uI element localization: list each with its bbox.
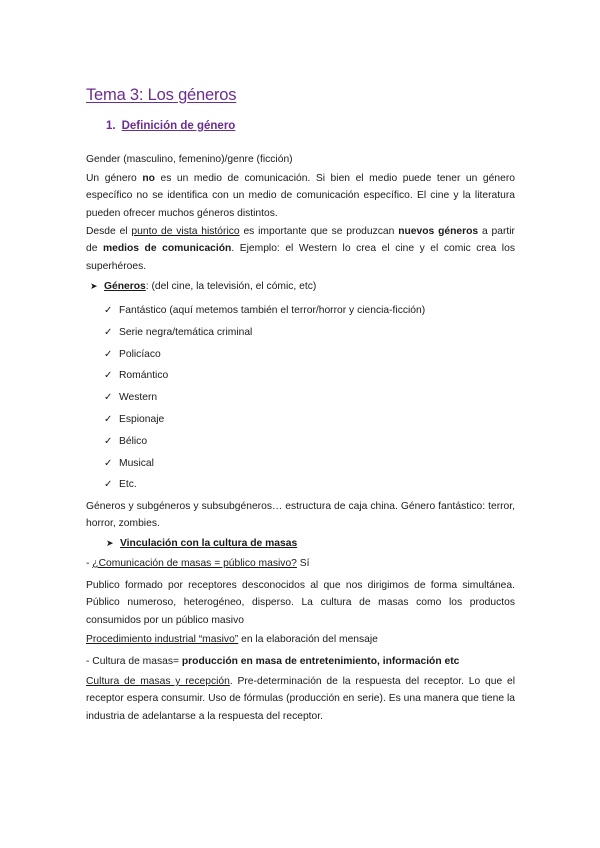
section-label: Definición de género — [121, 120, 236, 132]
paragraph-procedimiento — [86, 631, 526, 648]
paragraph-medio — [86, 170, 515, 222]
vinculacion-heading — [106, 535, 297, 552]
list-item — [104, 411, 425, 433]
check-icon: ✓ — [104, 413, 113, 425]
text-run: es importante que se produzcan — [239, 226, 399, 237]
check-icon: ✓ — [104, 326, 113, 338]
bold-run: producción en masa de entretenimiento, información etc — [181, 656, 460, 667]
list-item-label: Romántico — [119, 370, 169, 382]
list-item — [104, 389, 425, 411]
text-run: en la elaboración del mensaje — [238, 634, 378, 645]
text-run: Sí — [296, 558, 310, 569]
underlined-run: punto de vista histórico — [131, 226, 240, 237]
check-icon: ✓ — [104, 348, 113, 360]
check-icon: ✓ — [104, 392, 113, 404]
section-number: 1. — [106, 120, 116, 132]
vinculacion-label: Vinculación con la cultura de masas — [120, 538, 298, 549]
list-item — [104, 455, 425, 477]
check-icon: ✓ — [104, 457, 113, 469]
text-run: a partir de — [86, 226, 515, 255]
text-run: . Pre-determinación de la respuesta del receptor. Lo que el receptor espera consumir. Uso de fórmulas (producción en serie). Es una manera que tiene la industria de adelantarse a la respuesta del receptor. — [86, 676, 515, 722]
text-run: Un género — [86, 173, 143, 184]
paragraph-gender: Gender (masculino, femenino)/genre (ficción) — [86, 154, 293, 165]
paragraph-pregunta — [86, 555, 526, 572]
list-item — [104, 324, 425, 346]
section-heading-definicion — [106, 120, 235, 132]
list-item-label: Espionaje — [119, 413, 165, 425]
list-item-label: Policíaco — [119, 348, 161, 360]
check-icon: ✓ — [104, 435, 113, 447]
list-item-label: Musical — [119, 457, 154, 469]
paragraph-historico — [86, 223, 515, 275]
bold-run: no — [142, 173, 155, 184]
underlined-run: ¿Comunicación de masas = público masivo? — [92, 558, 297, 569]
list-item-label: Etc. — [119, 479, 137, 491]
list-item-label: Bélico — [119, 435, 148, 447]
arrow-bullet-icon: ➤ — [106, 538, 114, 548]
list-item — [104, 302, 425, 324]
check-icon: ✓ — [104, 370, 113, 382]
text-run: - Cultura de masas= — [86, 656, 182, 667]
text-run: - — [86, 558, 93, 569]
text-run: es un medio de comunicación. Si bien el medio puede tener un género específico no se identifica con un medio de comunicación específico. El cine y la literatura pueden ofrecer muchos géneros distintos. — [86, 173, 515, 219]
list-item — [104, 346, 425, 368]
generos-label: Géneros — [104, 281, 146, 292]
page-title: Tema 3: Los géneros — [86, 86, 237, 104]
underlined-run: Cultura de masas y recepción — [86, 676, 230, 687]
list-item-label: Serie negra/temática criminal — [119, 326, 253, 338]
paragraph-recepcion — [86, 673, 515, 725]
generos-rest: : (del cine, la televisión, el cómic, etc) — [145, 281, 317, 292]
list-item — [104, 367, 425, 389]
paragraph-publico: Publico formado por receptores desconocidos al que nos dirigimos de forma simultánea. Público numeroso, heterogéneo, disperso. La cultura de masas como los productos consumidos por un público masivo — [86, 580, 515, 626]
check-icon: ✓ — [104, 305, 113, 316]
check-icon: ✓ — [104, 479, 113, 491]
generos-heading — [90, 278, 316, 295]
paragraph-cultura — [86, 653, 526, 670]
text-run: Desde el — [86, 226, 132, 237]
arrow-bullet-icon: ➤ — [90, 281, 98, 291]
generos-list — [104, 302, 425, 498]
underlined-run: Procedimiento industrial “masivo” — [86, 634, 239, 645]
list-item-label: Fantástico (aquí metemos también el terror/horror y ciencia-ficción) — [119, 305, 426, 316]
text-run: . Ejemplo: el Western lo crea el cine y el comic crea los superhéroes. — [86, 243, 515, 272]
list-item-label: Western — [119, 392, 158, 404]
list-item — [104, 476, 425, 498]
list-item — [104, 433, 425, 455]
bold-run: nuevos géneros — [398, 226, 479, 237]
bold-run: medios de comunicación — [102, 243, 232, 255]
paragraph-subgeneros: Géneros y subgéneros y subsubgéneros… estructura de caja china. Género fantástico: terror, horror, zombies. — [86, 501, 515, 530]
